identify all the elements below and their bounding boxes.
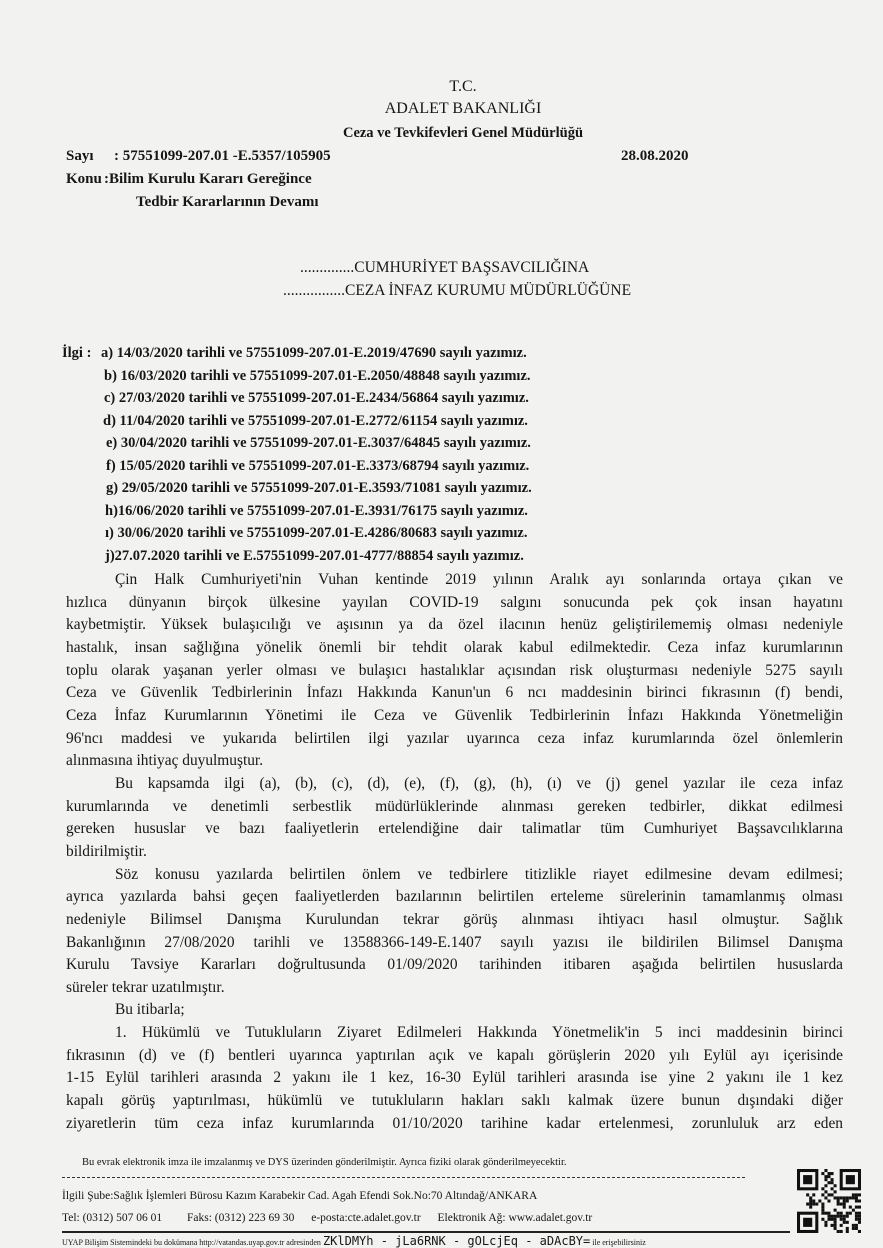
addressee-prosecutor: ..............CUMHURİYET BAŞSAVCILIĞINA (300, 259, 590, 276)
reference-item: g) 29/05/2020 tarihli ve 57551099-207.01-E.3593/71081 sayılı yazımız. (106, 480, 532, 496)
body-line: kapalı görüş yaptırılması, hükümlü ve tutukluların hakları saklı kalmak üzere bunun dışındaki diğer (66, 1092, 843, 1110)
body-line: alınmasına ihtiyaç duyulmuştur. (66, 752, 264, 770)
esign-note: Bu evrak elektronik imza ile imzalanmış ve DYS üzerinden gönderilmiştir. Ayrıca fiziki olarak gönderilmeyecektir. (82, 1157, 567, 1168)
reference-item: e) 30/04/2020 tarihli ve 57551099-207.01-E.3037/64845 sayılı yazımız. (106, 435, 531, 451)
footer-email[interactable]: e-posta:cte.adalet.gov.tr (311, 1212, 421, 1224)
references-list (62, 342, 532, 567)
uyap-suffix: ile erişebilirsiniz (592, 1238, 646, 1247)
body-paragraph (66, 773, 843, 864)
body-line: Bu kapsamda ilgi (a), (b), (c), (d), (e), (f), (g), (h), (ı) ve (j) genel yazılar ile ceza infaz (115, 774, 843, 792)
footer-divider (62, 1231, 790, 1233)
document-date: 28.08.2020 (621, 148, 689, 164)
body-line: kurumlarında ve denetimli serbestlik müdürlüklerinde alınması gereken tedbirler, dikkat edilmesi (66, 797, 843, 815)
body-line: toplu olarak yaşanan yerler olması ve bulaşıcı hastalıklar açısından risk oluşturması nedeniyle 5275 sayılı (66, 661, 843, 679)
body-line: hızlıca dünyanın birçok ülkesine yayılan COVID-19 salgını sonucunda pek çok insan hayatını (66, 593, 843, 611)
body-line: Ceza ve Güvenlik Tedbirlerinin İnfazı Hakkında Kanun'un 6 ncı maddesinin birinci fıkrasının (f) bendi, (66, 684, 843, 702)
body-line: süreler tekrar uzatılmıştır. (66, 978, 225, 996)
body-line: hastalık, insan sağlığına yönelik önemli bir tehdit olarak kabul edilmektedir. Ceza infaz kurumlarının (66, 638, 843, 656)
header-directorate: Ceza ve Tevkifevleri Genel Müdürlüğü (342, 125, 584, 141)
body-line: Söz konusu yazılarda belirtilen önlem ve tedbirlere titizlikle riayet edilmesine devam edilmesi; (115, 865, 843, 883)
reference-item: a) 14/03/2020 tarihli ve 57551099-207.01-E.2019/47690 sayılı yazımız. (101, 345, 527, 361)
footer-website[interactable]: Elektronik Ağ: www.adalet.gov.tr (437, 1212, 593, 1224)
footer-fax: Faks: (0312) 223 69 30 (187, 1212, 295, 1224)
uyap-code: ZKlDMYh - jLa6RNK - gOLcjEq - aDAcBY= (322, 1234, 591, 1248)
sayi-value: : 57551099-207.01 -E.5357/105905 (114, 148, 331, 164)
konu-label: Konu (66, 171, 102, 187)
body-paragraph (66, 569, 843, 773)
reference-item: f) 15/05/2020 tarihli ve 57551099-207.01-E.3373/68794 sayılı yazımız. (106, 457, 530, 474)
reference-item: b) 16/03/2020 tarihli ve 57551099-207.01-E.2050/48848 sayılı yazımız. (104, 367, 531, 384)
body-line: 96'ncı maddesi ve yukarıda belirtilen ilgi yazılar uyarınca ceza infaz kurumlarında özel önlemlerin (66, 729, 843, 747)
footer-dashed-divider (62, 1177, 745, 1178)
footer-tel: Tel: (0312) 507 06 01 (62, 1212, 163, 1224)
body-line: gereken hususlar ve bazı faaliyetlerin ertelendiğine dair talimatlar tüm Cumhuriyet Başsavcılıklarına (66, 820, 843, 838)
sayi-label: Sayı (66, 148, 94, 164)
uyap-verification (62, 1234, 646, 1248)
addressee-prison: ................CEZA İNFAZ KURUMU MÜDÜRLÜĞÜNE (283, 282, 632, 299)
letter-body (66, 569, 843, 1135)
body-line: bildirilmiştir. (66, 842, 147, 860)
reference-item: h)16/06/2020 tarihli ve 57551099-207.01-E.3931/76175 sayılı yazımız. (105, 502, 528, 519)
body-line: Çin Halk Cumhuriyeti'nin Vuhan kentinde 2019 yılının Aralık ayı sonlarında ortaya çıkan ve (115, 571, 843, 588)
header-tc: T.C. (449, 78, 477, 95)
reference-item: c) 27/03/2020 tarihli ve 57551099-207.01-E.2434/56864 sayılı yazımız. (104, 390, 529, 406)
body-paragraph (66, 864, 843, 1000)
body-paragraph (66, 999, 843, 1022)
footer-address: İlgili Şube:Sağlık İşlemleri Bürosu Kazım Karabekir Cad. Agah Efendi Sok.No:70 Altındağ/ANKARA (62, 1190, 538, 1202)
ilgi-label: İlgi : (62, 345, 92, 361)
body-line: ziyaretlerin tüm ceza infaz kurumlarında 01/10/2020 tarihine kadar ertelenmesi, zorunluluk arz eden (66, 1114, 843, 1132)
body-line: kaybetmiştir. Yüksek bulaşıcılığı ve aşısının ya da özel ilacının henüz geliştirilememiş olması nedeniyle (66, 616, 843, 634)
body-line: ayrıca yazılarda bahsi geçen faaliyetlerden bazılarının belirtilen erteleme sürelerinin tamamlanmış olması (66, 888, 843, 906)
reference-item: d) 11/04/2020 tarihli ve 57551099-207.01-E.2772/61154 sayılı yazımız. (103, 412, 528, 429)
body-line: nedeniyle Bilimsel Danışma Kurulundan tekrar görüş alınması ihtiyacı hasıl olmuştur. Sağlık (66, 910, 843, 928)
body-line: 1. Hükümlü ve Tutukluların Ziyaret Edilmeleri Hakkında Yönetmelik'in 5 inci maddesinin birinci (115, 1024, 843, 1042)
reference-item: ı) 30/06/2020 tarihli ve 57551099-207.01-E.4286/80683 sayılı yazımız. (105, 525, 528, 541)
header-ministry: ADALET BAKANLIĞI (384, 100, 542, 117)
reference-item: j)27.07.2020 tarihli ve E.57551099-207.01-4777/88854 sayılı yazımız. (105, 547, 524, 564)
footer-contact (62, 1212, 592, 1224)
body-line: Bu itibarla; (115, 1001, 185, 1019)
uyap-prefix: UYAP Bilişim Sistemindeki bu dokümana http://vatandas.uyap.gov.tr adresinden (62, 1238, 321, 1247)
konu-value: :Bilim Kurulu Kararı Gereğince (104, 171, 312, 187)
body-line: Ceza İnfaz Kurumlarının Yönetimi ile Ceza ve Güvenlik Tedbirlerinin İnfazı Hakkında Yönetmeliğin (66, 706, 843, 724)
body-line: fıkrasının (d) ve (f) bentleri uyarınca yaptırılan açık ve kapalı görüşlerin 2020 yılı Eylül ayı içerisinde (66, 1046, 843, 1064)
body-paragraph (66, 1022, 843, 1135)
body-line: Kurulu Tavsiye Kararları doğrultusunda 01/09/2020 tarihinden itibaren aşağıda belirtilen hususlarda (66, 956, 843, 974)
body-line: 1-15 Eylül tarihleri arasında 2 yakını ile 1 kez, 16-30 Eylül tarihleri arasında ise yine 2 yakını ile 1 kez (66, 1069, 843, 1087)
body-line: Bakanlığının 27/08/2020 tarihli ve 13588366-149-E.1407 sayılı yazısı ile bildirilen Bilimsel Danışma (66, 933, 843, 951)
qr-code-icon (797, 1168, 861, 1234)
konu-value-cont: Tedbir Kararlarının Devamı (136, 194, 319, 210)
